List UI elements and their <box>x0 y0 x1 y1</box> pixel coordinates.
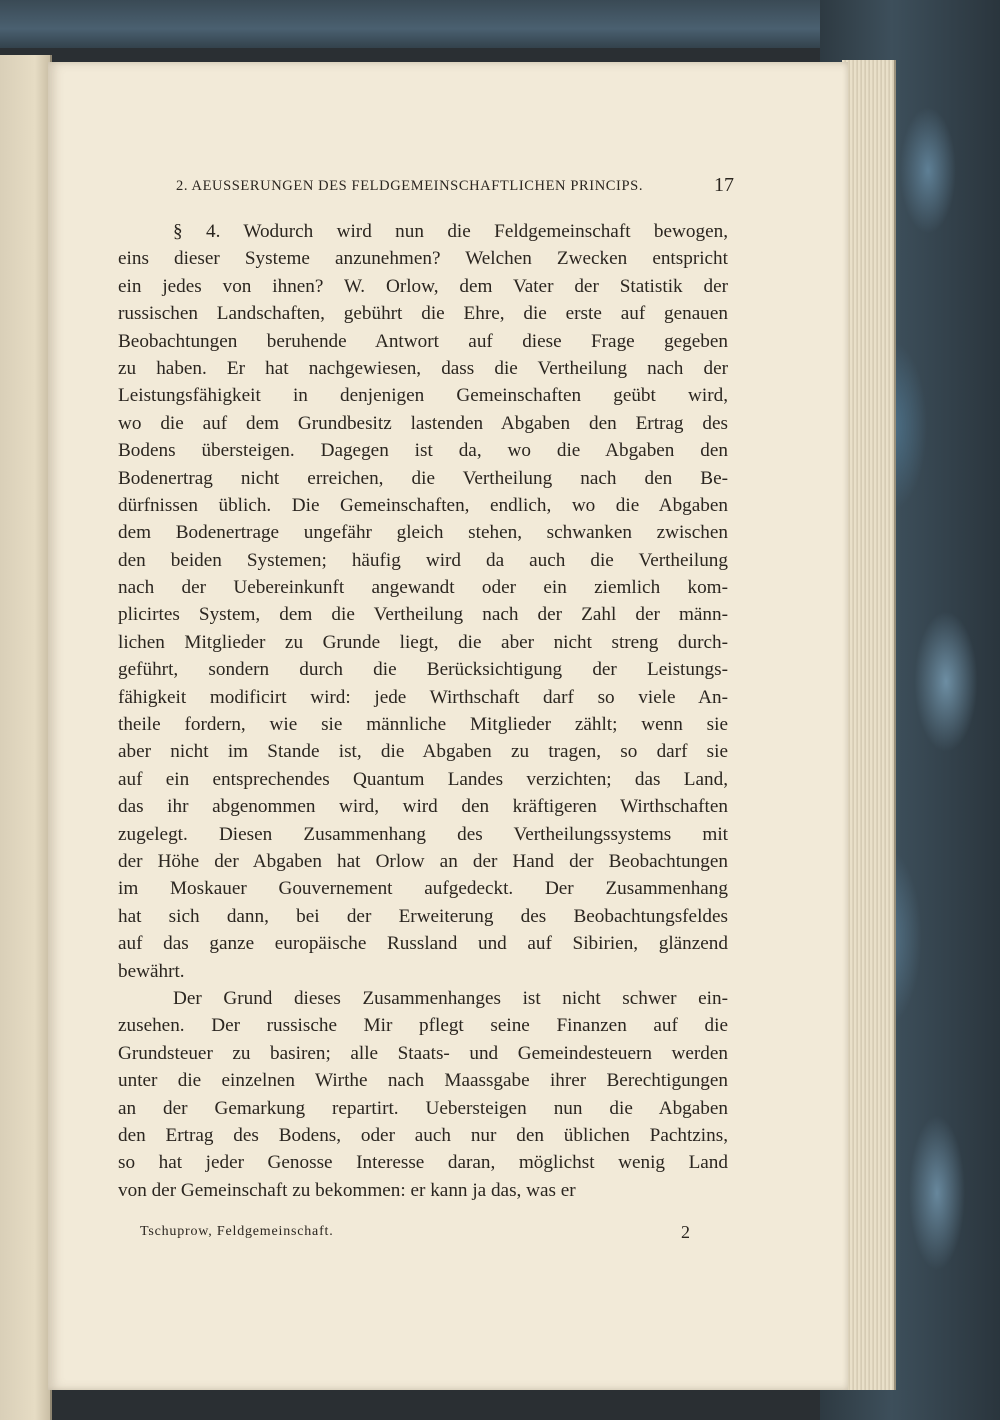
text-line: eins dieser Systeme anzunehmen? Welchen Zwecken entspricht <box>118 248 728 270</box>
running-title: 2. AEUSSERUNGEN DES FELDGEMEINSCHAFTLICHEN PRINCIPS. <box>176 178 644 194</box>
text-line: den Ertrag des Bodens, oder auch nur den üblichen Pachtzins, <box>118 1124 728 1146</box>
text-line: geführt, sondern durch die Berücksichtigung der Leistungs- <box>118 659 728 681</box>
text-line: nach der Uebereinkunft angewandt oder ein ziemlich kom- <box>118 577 728 599</box>
text-line: Grundsteuer zu basiren; alle Staats- und Gemeindesteuern werden <box>118 1042 728 1064</box>
text-line: an der Gemarkung repartirt. Uebersteigen nun die Abgaben <box>118 1097 728 1119</box>
text-line: den beiden Systemen; häufig wird da auch die Vertheilung <box>118 549 728 571</box>
text-line: Der Grund dieses Zusammenhanges ist nicht schwer ein- <box>173 987 728 1009</box>
text-line: § 4. Wodurch wird nun die Feldgemeinschaft bewogen, <box>173 221 728 242</box>
text-line: plicirtes System, dem die Vertheilung nach der Zahl der männ- <box>118 604 728 626</box>
text-line: Bodens übersteigen. Dagegen ist da, wo die Abgaben den <box>118 440 728 462</box>
running-head <box>126 174 734 200</box>
text-line: aber nicht im Stande ist, die Abgaben zu tragen, so darf sie <box>118 741 728 763</box>
text-line: bewährt. <box>118 960 185 982</box>
text-line: so hat jeder Genosse Interesse daran, möglichst wenig Land <box>118 1152 728 1174</box>
text-line: das ihr abgenommen wird, wird den kräftigeren Wirthschaften <box>118 796 728 818</box>
text-line: unter die einzelnen Wirthe nach Maassgabe ihrer Berechtigungen <box>118 1070 728 1092</box>
facing-page-edge <box>0 55 52 1420</box>
text-line: fähigkeit modificirt wird: jede Wirthschaft darf so viele An- <box>118 686 728 708</box>
text-line: russischen Landschaften, gebührt die Ehre, die erste auf genauen <box>118 303 728 325</box>
text-line: Leistungsfähigkeit in denjenigen Gemeinschaften geübt wird, <box>118 385 728 407</box>
page-stack-edges <box>842 60 896 1390</box>
text-line: im Moskauer Gouvernement aufgedeckt. Der Zusammenhang <box>118 878 728 900</box>
text-line: zusehen. Der russische Mir pflegt seine Finanzen auf die <box>118 1015 728 1037</box>
text-line: lichen Mitglieder zu Grunde liegt, die aber nicht streng durch- <box>118 631 728 653</box>
page-number: 17 <box>714 174 734 196</box>
text-line: von der Gemeinschaft zu bekommen: er kann ja das, was er <box>118 1179 576 1201</box>
page-footer <box>140 1222 690 1246</box>
paragraph-1 <box>118 218 728 985</box>
text-line: auf ein entsprechendes Quantum Landes verzichten; das Land, <box>118 768 728 790</box>
paragraph-2 <box>118 985 728 1204</box>
text-line: Beobachtungen beruhende Antwort auf diese Frage gegeben <box>118 330 728 352</box>
text-line: ein jedes von ihnen? W. Orlow, dem Vater der Statistik der <box>118 275 728 297</box>
text-line: dürfnissen üblich. Die Gemeinschaften, endlich, wo die Abgaben <box>118 494 728 516</box>
text-line: dem Bodenertrage ungefähr gleich stehen, schwanken zwischen <box>118 522 728 544</box>
text-line: der Höhe der Abgaben hat Orlow an der Hand der Beobachtungen <box>118 850 728 872</box>
text-line: zugelegt. Diesen Zusammenhang des Vertheilungssystems mit <box>118 823 728 845</box>
text-line: hat sich dann, bei der Erweiterung des Beobachtungsfeldes <box>118 905 728 927</box>
text-line: Bodenertrag nicht erreichen, die Vertheilung nach den Be- <box>118 467 728 489</box>
text-line: theile fordern, wie sie männliche Mitglieder zählt; wenn sie <box>118 714 728 736</box>
text-line: zu haben. Er hat nachgewiesen, dass die Vertheilung nach der <box>118 357 728 379</box>
signature-mark: 2 <box>681 1222 690 1242</box>
text-line: auf das ganze europäische Russland und auf Sibirien, glänzend <box>118 933 728 955</box>
body-text <box>118 218 728 1204</box>
footer-author-title: Tschuprow, Feldgemeinschaft. <box>140 1224 334 1239</box>
text-line: wo die auf dem Grundbesitz lastenden Abgaben den Ertrag des <box>118 412 728 434</box>
